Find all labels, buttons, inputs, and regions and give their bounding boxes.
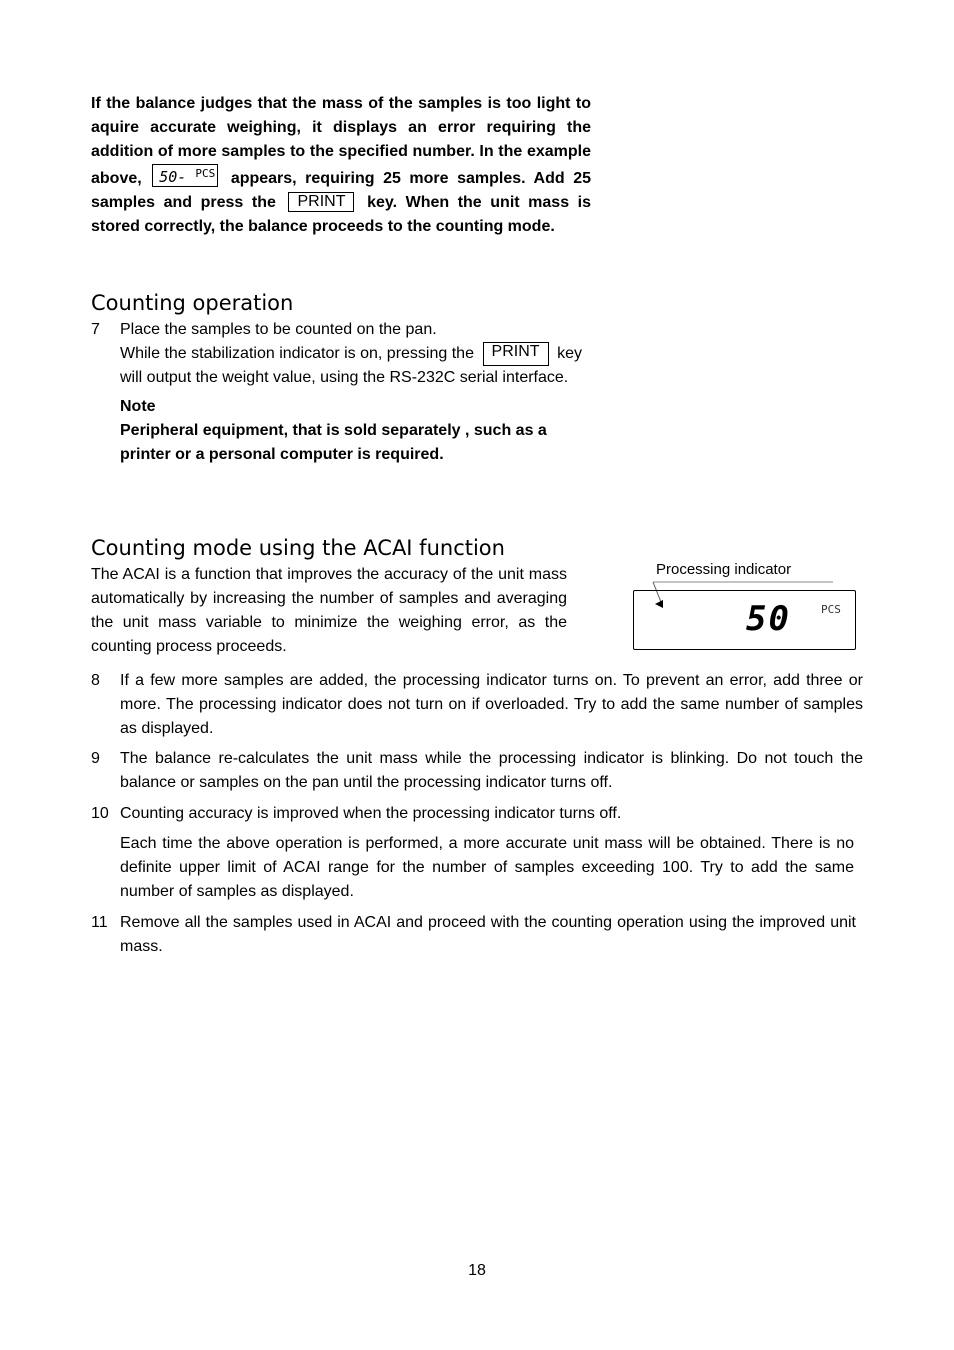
step-8-number: 8 — [91, 672, 100, 689]
intro-paragraph — [91, 92, 591, 239]
step-10-detail: Each time the above operation is performed, a more accurate unit mass will be obtained. There is no definite upper limit of ACAI range for the number of samples exceeding 100. Try to add the same number of samples as displayed. — [120, 835, 854, 900]
print-key-label-2: PRINT — [483, 342, 549, 366]
step-9-number: 9 — [91, 750, 100, 767]
print-key-label: PRINT — [288, 192, 354, 212]
page-number: 18 — [468, 1262, 486, 1279]
acai-intro: The ACAI is a function that improves the accuracy of the unit mass automatically by increasing the number of samples and averaging the unit mass variable to minimize the weighing error, as the counting process proceeds. — [91, 566, 567, 655]
step-7-line-1: Place the samples to be counted on the pan. — [120, 321, 437, 338]
step-11-number: 11 — [91, 914, 108, 931]
intro-text-2: appears, requiring 25 more samples. Add 25 samples and press the — [91, 170, 591, 211]
intro-text-1: If the balance judges that the mass of the samples is too light to aquire accurate weighing, it displays an error requiring the addition of more samples to the specified number. In the example above, — [91, 95, 591, 187]
lcd-digits: 50 — [746, 599, 791, 639]
lcd-display — [633, 590, 856, 650]
step-11-text: Remove all the samples used in ACAI and proceed with the counting operation using the improved unit mass. — [120, 914, 856, 955]
step-7-line-3: will output the weight value, using the RS-232C serial interface. — [120, 369, 569, 386]
step-7-number: 7 — [91, 321, 100, 338]
step-10-number: 10 — [91, 805, 109, 822]
note-line-1: Peripheral equipment, that is sold separately , such as a — [120, 422, 547, 439]
note-line-2: printer or a personal computer is required. — [120, 446, 444, 463]
display-readout-inline: 50- $^{PCS}$ — [152, 164, 218, 187]
step-7-line-2: While the stabilization indicator is on, pressing the PRINT key — [120, 342, 582, 366]
heading-acai: Counting mode using the ACAI function — [91, 536, 505, 560]
processing-indicator-label: Processing indicator — [656, 561, 792, 578]
intro-text-3: key. When the unit mass is stored correctly, the balance proceeds to the counting mode. — [91, 194, 592, 235]
note-title: Note — [120, 398, 156, 415]
processing-indicator-arrow-icon — [655, 600, 663, 608]
heading-counting-operation: Counting operation — [91, 291, 294, 315]
step-9-text: The balance re-calculates the unit mass while the processing indicator is blinking. Do not touch the balance or samples on the pan until the processing indicator turns off. — [120, 750, 863, 791]
step-10-text: Counting accuracy is improved when the processing indicator turns off. — [120, 805, 622, 822]
lcd-unit: PCS — [821, 603, 841, 616]
step-8-text: If a few more samples are added, the processing indicator turns on. To prevent an error, add three or more. The processing indicator does not turn on if overloaded. Try to add the same number of samples as displayed. — [120, 672, 863, 737]
